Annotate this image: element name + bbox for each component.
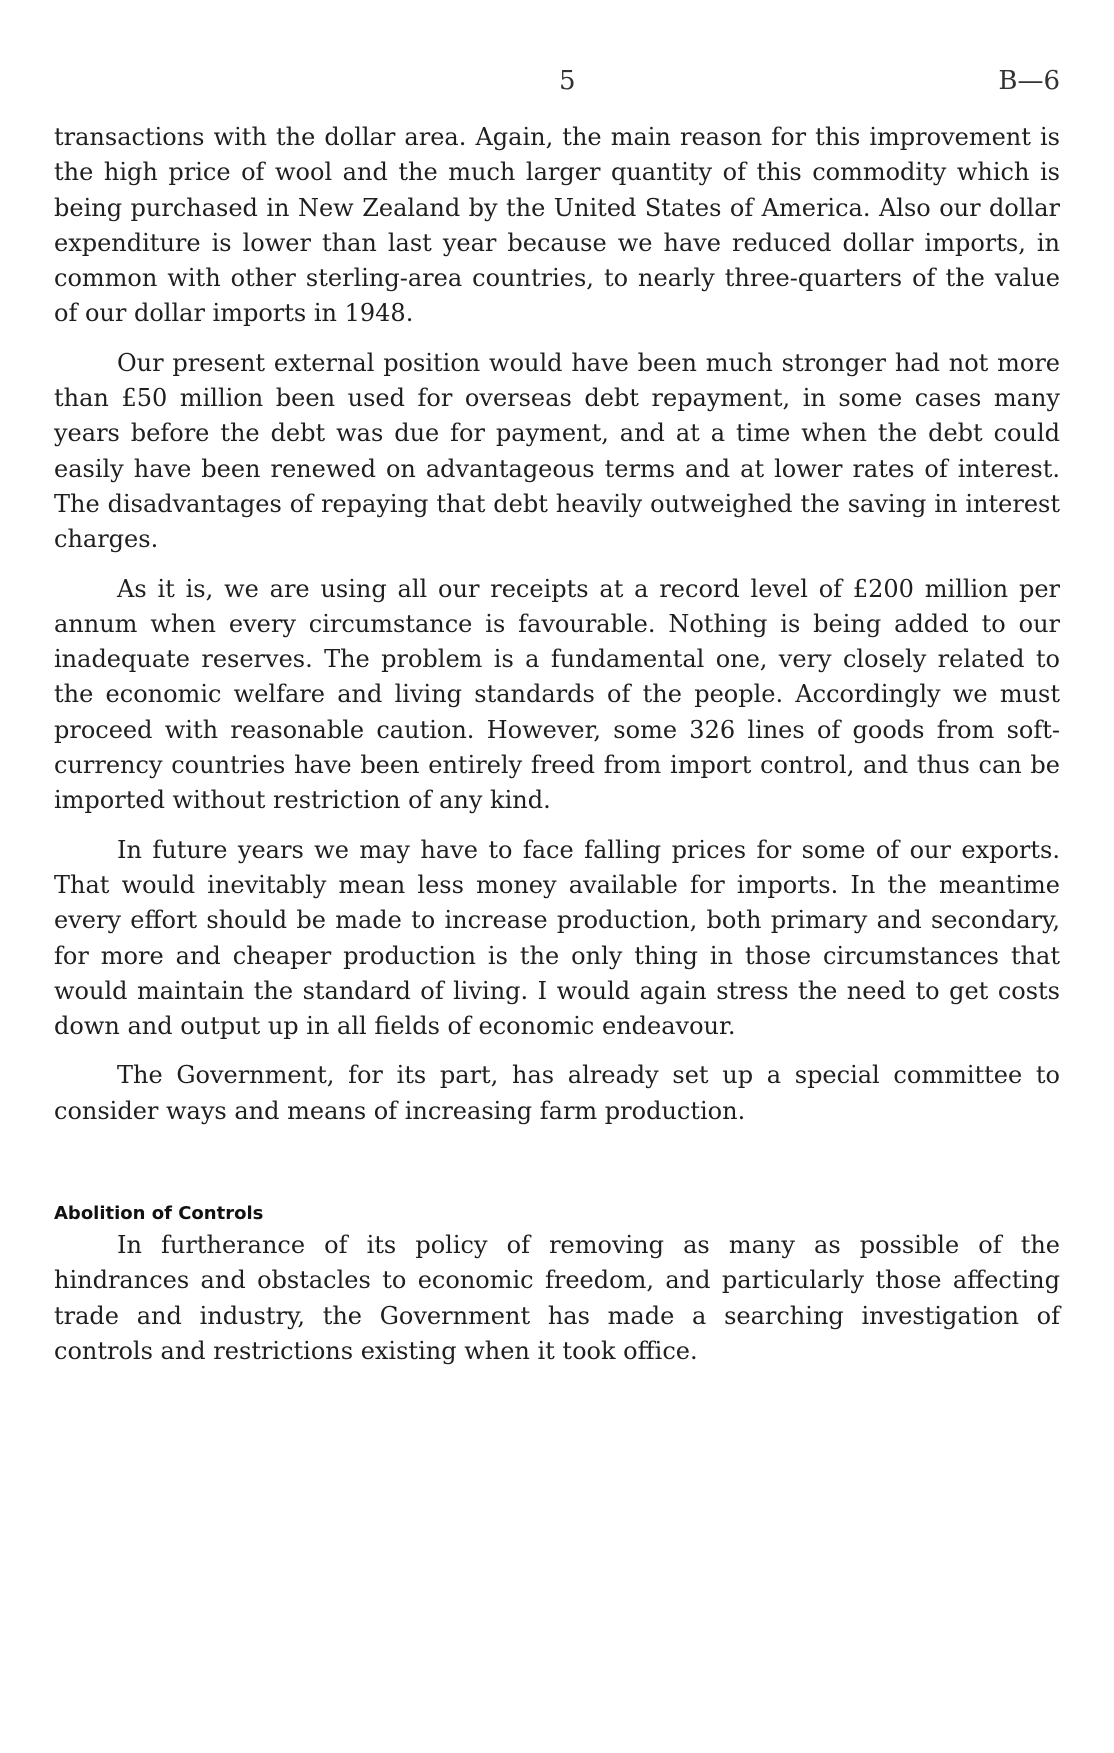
document-reference: B—6 (998, 66, 1060, 96)
section-heading: Abolition of Controls (54, 1203, 264, 1225)
paragraph-abolition-of-controls: In furtherance of its policy of removing as many as possible of the hindrances and obstacles to economic freedom, and particularly those affecting trade and industry, the Government has made a searching investigation of controls and restrictions existing when it took office. (54, 1231, 1060, 1365)
paragraph-continued: transactions with the dollar area. Again, the main reason for this improvement is the high price of wool and the much larger quantity of this commodity which is being purchased in New Zealand by the United States of America. Also our dollar expenditure is lower than last year because we have reduced dollar imports, in common with other sterling-area countries, to nearly three-quarters of the value of our dollar imports in 1948. (54, 123, 1060, 328)
paragraph-government-committee: The Government, for its part, has already set up a special committee to consider ways and means of increasing farm production. (54, 1061, 1060, 1125)
body-text (54, 120, 1060, 1383)
page-number: 5 (559, 66, 576, 96)
paragraph-future-years: In future years we may have to face falling prices for some of our exports. That would inevitably mean less money available for imports. In the meantime every effort should be made to increase production, both primary and secondary, for more and cheaper production is the only thing in those circumstances that would maintain the standard of living. I would again stress the need to get costs down and output up in all fields of economic endeavour. (54, 835, 1060, 1041)
page-header (54, 66, 1060, 106)
paragraph-external-position: Our present external position would have been much stronger had not more than £50 million been used for overseas debt repayment, in some cases many years before the debt was due for payment, and at a time when the debt could easily have been renewed on advantageous terms and at lower rates of interest. The disadvantages of repaying that debt heavily outweighed the saving in interest charges. (54, 348, 1060, 554)
paragraph-receipts: As it is, we are using all our receipts at a record level of £200 million per annum when every circumstance is favourable. Nothing is being added to our inadequate reserves. The problem is a fundamental one, very closely related to the economic welfare and living standards of the people. Accordingly we must proceed with reasonable caution. However, some 326 lines of goods from soft-currency countries have been entirely freed from import control, and thus can be imported without restriction of any kind. (54, 574, 1060, 815)
